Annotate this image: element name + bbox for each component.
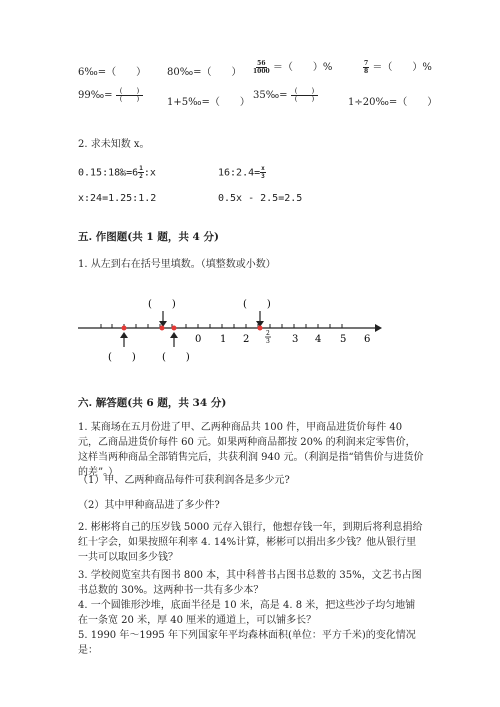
fraction: $\frac{( )}{( )}$ (116, 88, 143, 103)
number-line-point-3 (172, 326, 177, 331)
equation-1 (78, 165, 156, 180)
fill-item-8: 1÷20‰=（ ） (348, 97, 438, 108)
section-6-question-3: 3. 学校阅览室共有图书 800 本，其中科普书占图书总数的 35%，文艺书占图书总数的 30%。这两种书一共有多少本？ (78, 570, 422, 596)
equation-text: 16:2.4= (218, 167, 261, 179)
number-line-point-1 (122, 326, 127, 331)
fraction: $\frac{x}{3}$ (261, 165, 265, 180)
fill-item-5 (78, 88, 143, 103)
section-6-question-1a: （1）甲、乙两种商品每件可获利润各是多少元? (78, 475, 290, 486)
section-6-question-1: 1. 某商场在五月份进了甲、乙两种商品共 100 件，甲商品进货价每件 40 元，乙商品进货价每件 60 元。如果两种商品都按 20% 的利润来定零售价，这样当两种商品全部销售完后，共获利润 940 元。（利润是指“销售价与进货价的差”。） (78, 422, 424, 478)
fill-item-text: ＝（ ）% (372, 62, 432, 73)
top-paren-1: ( ) (148, 299, 176, 310)
question-2-title: 2. 求未知数 x。 (78, 139, 150, 150)
fill-item-7 (253, 88, 318, 103)
fill-item-text: ＝（ ）% (272, 62, 333, 73)
fraction-label-num: 2 (266, 330, 270, 337)
tick-label-2: 2 (243, 334, 250, 345)
equation-3: x:24=1.25:1.2 (78, 193, 157, 204)
equation-2 (218, 165, 266, 180)
tick-label-6: 6 (364, 334, 371, 345)
section-5-title: 五. 作图题(共 1 题，共 4 分) (78, 231, 219, 243)
number-line-arrowhead (375, 324, 382, 332)
equation-text: :x (143, 167, 156, 179)
section-6-question-4: 4. 一个圆锥形沙堆，底面半径是 10 米，高是 4. 8 米，把这些沙子均匀地铺在一条宽 20 米，厚 40 厘米的通道上，可以铺多长？ (78, 600, 416, 626)
number-line-point-4 (258, 326, 263, 331)
tick-label-4: 4 (315, 334, 322, 345)
section-6-question-1b: （2）其中甲种商品进了多少件? (78, 500, 220, 511)
fill-item-2: 80‰=（ ） (167, 67, 242, 78)
number-line-figure (70, 290, 390, 370)
number-line-ticks (101, 324, 342, 328)
fill-item-3 (253, 58, 332, 75)
fill-item-4 (363, 58, 432, 75)
tick-label-0: 0 (195, 334, 202, 345)
tick-label-1: 1 (220, 334, 227, 345)
fraction-label-den: 3 (266, 338, 270, 345)
number-line-point-2 (160, 326, 165, 331)
fraction: $\frac{( )}{( )}$ (291, 88, 318, 103)
equation-4: 0.5x - 2.5=2.5 (218, 193, 303, 204)
fill-item-1: 6‰=（ ） (78, 67, 147, 78)
tick-label-5: 5 (340, 334, 347, 345)
fraction: $\frac{7}{8}$ (364, 60, 369, 75)
tick-label-3: 3 (292, 334, 299, 345)
section-6-question-5: 5. 1990 年～1995 年下列国家年平均森林面积(单位：平方千米)的变化情况是： (78, 630, 416, 656)
fraction: $\frac{1}{2}$ (139, 165, 143, 180)
bottom-paren-2: ( ) (162, 352, 190, 363)
section-6-title: 六. 解答题(共 6 题，共 34 分) (78, 397, 227, 409)
section-6-question-2: 2. 彬彬将自己的压岁钱 5000 元存入银行，他想存钱一年，到期后将利息捐给红十字会，如果按照年利率 4. 14%计算，彬彬可以捐出多少钱？他从银行里一共可以取回多少钱？ (78, 522, 423, 563)
top-paren-2: ( ) (243, 299, 271, 310)
section-5-question-1: 1. 从左到右在括号里填数。（填整数或小数） (78, 259, 276, 270)
fill-item-6: 1+5‰=（ ） (167, 97, 250, 108)
fill-item-text: 99‰= (78, 90, 113, 101)
equation-text: 0.15:18‰=6 (78, 167, 139, 179)
fraction: $\frac{56}{1000}$ (253, 60, 270, 75)
bottom-paren-1: ( ) (108, 352, 136, 363)
fill-item-text: 35‰= (253, 90, 288, 101)
